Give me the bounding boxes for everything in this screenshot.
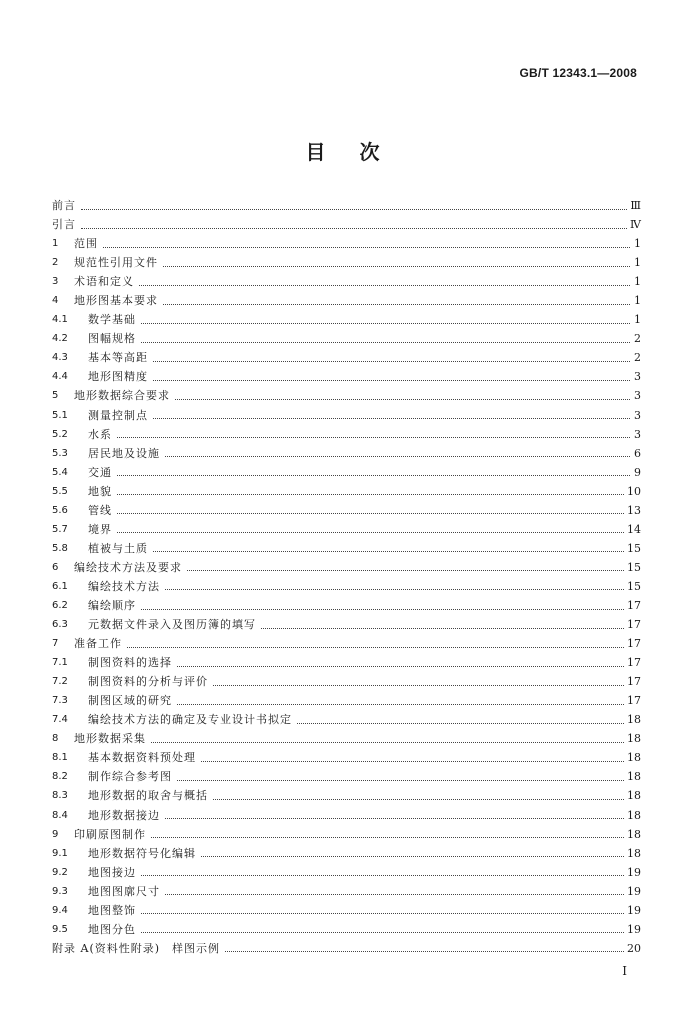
toc-entry[interactable] — [52, 253, 641, 272]
toc-entry-label: 居民地及设施 — [88, 446, 160, 460]
toc-entry[interactable] — [52, 577, 641, 596]
toc-entry[interactable] — [52, 501, 641, 520]
toc-entry-page: 19 — [627, 903, 641, 917]
toc-entry-page: 9 — [634, 465, 641, 479]
toc-entry-label: 测量控制点 — [88, 408, 148, 422]
toc-entry-label: 水系 — [88, 427, 112, 441]
toc-entry-page: 1 — [634, 294, 641, 308]
toc-entry-number: 5.8 — [52, 542, 68, 554]
toc-entry[interactable] — [52, 196, 641, 215]
toc-dot-leader — [165, 588, 624, 590]
toc-entry-number: 5.3 — [52, 447, 68, 459]
toc-entry-number: 5.7 — [52, 523, 68, 535]
toc-dot-leader — [141, 341, 630, 343]
toc-entry-label: 地形数据综合要求 — [74, 389, 170, 403]
toc-entry-label: 元数据文件录入及图历簿的填写 — [88, 618, 256, 632]
toc-dot-leader — [187, 569, 624, 571]
toc-entry[interactable] — [52, 939, 641, 958]
toc-dot-leader — [163, 303, 630, 305]
toc-dot-leader — [117, 436, 630, 438]
toc-dot-leader — [153, 379, 630, 381]
toc-entry-number: 9.3 — [52, 885, 68, 897]
toc-entry[interactable] — [52, 291, 641, 310]
toc-entry-number: 5.2 — [52, 428, 68, 440]
toc-entry-page: 15 — [627, 560, 641, 574]
toc-entry[interactable] — [52, 215, 641, 234]
toc-entry-label: 地形数据采集 — [74, 732, 146, 746]
toc-entry-number: 9.2 — [52, 866, 68, 878]
toc-entry[interactable] — [52, 348, 641, 367]
toc-entry[interactable] — [52, 729, 641, 748]
toc-dot-leader — [141, 931, 624, 933]
toc-entry-number: 5.4 — [52, 466, 68, 478]
toc-entry-label: 准备工作 — [74, 637, 122, 651]
toc-entry-page: 6 — [634, 446, 641, 460]
toc-dot-leader — [177, 665, 624, 667]
toc-dot-leader — [139, 284, 630, 286]
toc-entry-label: 编绘技术方法及要求 — [74, 560, 182, 574]
page-title — [0, 136, 685, 165]
toc-entry-label: 编绘技术方法 — [88, 579, 160, 593]
toc-entry-label: 基本等高距 — [88, 351, 148, 365]
toc-entry-page: 19 — [627, 884, 641, 898]
toc-entry-page: 19 — [627, 922, 641, 936]
toc-entry[interactable] — [52, 806, 641, 825]
toc-dot-leader — [141, 912, 624, 914]
toc-entry-number: 7.2 — [52, 676, 68, 688]
toc-dot-leader — [153, 550, 624, 552]
toc-entry-label: 前言 — [52, 199, 76, 213]
toc-entry-page: 3 — [634, 389, 641, 403]
toc-entry-label: 引言 — [52, 218, 76, 232]
toc-entry[interactable] — [52, 920, 641, 939]
toc-dot-leader — [213, 798, 624, 800]
toc-entry-number: 4.1 — [52, 314, 68, 326]
toc-entry-page: 3 — [634, 408, 641, 422]
toc-entry-page: 18 — [627, 732, 641, 746]
toc-entry[interactable] — [52, 844, 641, 863]
toc-entry-number: 3 — [52, 276, 59, 288]
toc-entry[interactable] — [52, 825, 641, 844]
table-of-contents — [52, 196, 641, 958]
toc-entry-page: 13 — [627, 503, 641, 517]
toc-entry-number: 1 — [52, 238, 59, 250]
toc-dot-leader — [213, 684, 624, 686]
toc-entry-number: 6.3 — [52, 619, 68, 631]
toc-entry-label: 制图资料的分析与评价 — [88, 675, 208, 689]
toc-entry-label: 境界 — [88, 522, 112, 536]
toc-dot-leader — [127, 646, 624, 648]
toc-entry-label: 附录 A(资料性附录) 样图示例 — [52, 941, 221, 955]
toc-dot-leader — [225, 950, 624, 952]
toc-entry[interactable] — [52, 482, 641, 501]
toc-dot-leader — [151, 836, 624, 838]
toc-dot-leader — [81, 208, 627, 210]
toc-entry-label: 制图资料的选择 — [88, 656, 172, 670]
toc-entry[interactable] — [52, 882, 641, 901]
toc-dot-leader — [117, 493, 624, 495]
toc-entry-number: 4.4 — [52, 371, 68, 383]
toc-entry-page: 18 — [627, 808, 641, 822]
toc-entry[interactable] — [52, 710, 641, 729]
toc-entry-page: 17 — [627, 656, 641, 670]
toc-entry-label: 交通 — [88, 465, 112, 479]
toc-entry[interactable] — [52, 367, 641, 386]
toc-entry-number: 8.3 — [52, 790, 68, 802]
toc-entry-number: 6.2 — [52, 600, 68, 611]
toc-entry[interactable] — [52, 539, 641, 558]
toc-entry-number: 2 — [52, 257, 59, 269]
toc-entry-label: 地形图基本要求 — [74, 294, 158, 308]
toc-entry[interactable] — [52, 406, 641, 425]
toc-entry-label: 数学基础 — [88, 313, 136, 327]
standard-code: GB/T 12343.1—2008 — [519, 66, 637, 80]
toc-entry-label: 地形数据接边 — [88, 808, 160, 822]
toc-entry-page: 1 — [634, 275, 641, 289]
toc-entry-page: 18 — [627, 770, 641, 784]
toc-entry-number: 9 — [52, 828, 59, 840]
toc-dot-leader — [297, 722, 624, 724]
toc-entry-number: 5 — [52, 390, 59, 402]
toc-entry-page: 1 — [634, 256, 641, 270]
toc-entry-page: 17 — [627, 637, 641, 651]
toc-entry-number: 9.1 — [52, 847, 68, 859]
toc-dot-leader — [261, 627, 624, 629]
toc-entry-page: 2 — [634, 332, 641, 346]
toc-entry-number: 9.4 — [52, 904, 68, 916]
toc-entry-label: 基本数据资料预处理 — [88, 751, 196, 765]
toc-entry-page: 17 — [627, 599, 641, 612]
toc-entry[interactable] — [52, 653, 641, 672]
toc-entry-label: 编绘技术方法的确定及专业设计书拟定 — [88, 713, 292, 727]
toc-entry-number: 5.1 — [52, 409, 68, 421]
toc-entry-page: 3 — [634, 370, 641, 384]
toc-dot-leader — [141, 874, 624, 876]
toc-entry-page: 18 — [627, 713, 641, 727]
toc-entry[interactable] — [52, 329, 641, 348]
toc-entry-page: 17 — [627, 618, 641, 632]
toc-entry[interactable] — [52, 558, 641, 577]
toc-entry-number: 5.6 — [52, 504, 68, 516]
toc-entry-label: 地形图精度 — [88, 370, 148, 384]
toc-entry-number: 6.1 — [52, 580, 68, 592]
toc-entry-label: 范围 — [74, 237, 98, 251]
toc-entry-number: 7.1 — [52, 657, 68, 669]
toc-entry-number: 6 — [52, 561, 59, 573]
toc-dot-leader — [175, 398, 630, 400]
toc-entry[interactable] — [52, 596, 641, 615]
title-char-2: 次 — [359, 140, 380, 164]
toc-entry-page: 2 — [634, 351, 641, 365]
toc-entry[interactable] — [52, 672, 641, 691]
toc-entry[interactable] — [52, 863, 641, 882]
toc-entry-label: 植被与土质 — [88, 541, 148, 555]
toc-entry[interactable] — [52, 901, 641, 920]
toc-dot-leader — [141, 322, 630, 324]
toc-entry-page: 18 — [627, 789, 641, 803]
toc-dot-leader — [117, 512, 624, 514]
toc-dot-leader — [165, 817, 624, 819]
toc-entry-label: 印刷原图制作 — [74, 827, 146, 841]
toc-entry-label: 规范性引用文件 — [74, 256, 158, 270]
toc-entry-page: 3 — [634, 427, 641, 441]
toc-entry-label: 编绘顺序 — [88, 599, 136, 612]
toc-entry[interactable] — [52, 386, 641, 405]
toc-entry[interactable] — [52, 444, 641, 463]
toc-entry[interactable] — [52, 786, 641, 805]
toc-entry[interactable] — [52, 234, 641, 253]
toc-entry-number: 4.3 — [52, 352, 68, 364]
toc-entry-label: 地貌 — [88, 484, 112, 498]
toc-entry-number: 5.5 — [52, 485, 68, 497]
toc-entry-number: 8 — [52, 733, 59, 745]
toc-dot-leader — [117, 531, 624, 533]
toc-entry-label: 地形数据的取舍与概括 — [88, 789, 208, 803]
toc-dot-leader — [141, 608, 624, 610]
toc-entry-label: 地图整饰 — [88, 903, 136, 917]
toc-entry-label: 图幅规格 — [88, 332, 136, 346]
toc-entry-page: 15 — [627, 541, 641, 555]
toc-entry-page: 1 — [634, 313, 641, 327]
toc-entry-number: 9.5 — [52, 923, 68, 935]
toc-entry-label: 管线 — [88, 503, 112, 517]
footer-page-number: Ⅰ — [622, 964, 627, 978]
toc-entry-page: 20 — [627, 941, 641, 955]
toc-entry-page: Ⅳ — [630, 218, 641, 232]
toc-entry-label: 地图分色 — [88, 922, 136, 936]
toc-entry-page: 17 — [627, 675, 641, 689]
toc-dot-leader — [165, 893, 624, 895]
toc-dot-leader — [151, 741, 624, 743]
toc-entry-page: 14 — [627, 522, 641, 536]
toc-entry-page: 10 — [627, 484, 641, 498]
toc-entry-number: 4 — [52, 295, 59, 307]
toc-entry-page: 15 — [627, 579, 641, 593]
toc-entry[interactable] — [52, 634, 641, 653]
toc-entry-number: 8.1 — [52, 752, 68, 764]
toc-entry-page: 18 — [627, 827, 641, 841]
toc-dot-leader — [117, 474, 630, 476]
toc-entry-page: 17 — [627, 694, 641, 708]
toc-dot-leader — [201, 760, 624, 762]
toc-entry-label: 制图区域的研究 — [88, 694, 172, 708]
toc-entry-number: 8.2 — [52, 771, 68, 783]
toc-dot-leader — [201, 855, 624, 857]
toc-dot-leader — [165, 455, 630, 457]
toc-entry-number: 4.2 — [52, 333, 68, 345]
toc-entry[interactable] — [52, 425, 641, 444]
toc-entry-label: 地图图廓尺寸 — [88, 884, 160, 898]
toc-entry[interactable] — [52, 615, 641, 634]
toc-entry-page: 19 — [627, 865, 641, 879]
toc-entry[interactable] — [52, 520, 641, 539]
toc-dot-leader — [163, 265, 630, 267]
toc-entry-label: 地图接边 — [88, 865, 136, 879]
toc-entry[interactable] — [52, 748, 641, 767]
toc-entry-page: Ⅲ — [630, 199, 641, 213]
toc-entry-number: 7.3 — [52, 695, 68, 707]
toc-entry-number: 8.4 — [52, 809, 68, 821]
toc-dot-leader — [153, 417, 630, 419]
toc-dot-leader — [153, 360, 630, 362]
toc-entry-page: 18 — [627, 846, 641, 860]
title-char-1: 目 — [305, 140, 326, 164]
toc-entry-page: 1 — [634, 237, 641, 251]
toc-entry-label: 地形数据符号化编辑 — [88, 846, 196, 860]
toc-entry-page: 18 — [627, 751, 641, 765]
toc-entry[interactable] — [52, 463, 641, 482]
toc-dot-leader — [103, 246, 630, 248]
toc-entry-label: 制作综合参考图 — [88, 770, 172, 784]
toc-dot-leader — [177, 779, 624, 781]
toc-entry[interactable] — [52, 691, 641, 710]
toc-dot-leader — [81, 227, 627, 229]
toc-entry-number: 7.4 — [52, 714, 68, 726]
toc-entry-number: 7 — [52, 638, 59, 650]
toc-entry[interactable] — [52, 767, 641, 786]
toc-entry[interactable] — [52, 272, 641, 291]
toc-entry-label: 术语和定义 — [74, 275, 134, 289]
toc-entry[interactable] — [52, 310, 641, 329]
toc-dot-leader — [177, 703, 624, 705]
